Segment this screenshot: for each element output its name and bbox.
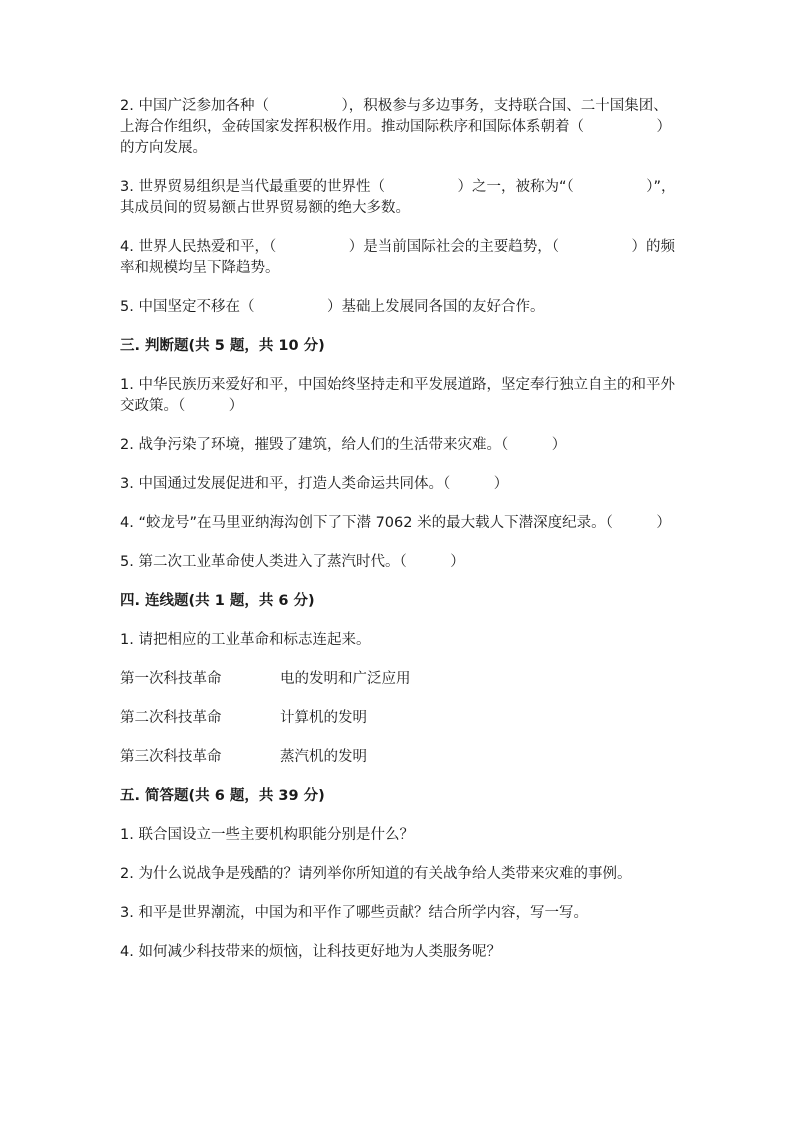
- matching-left-item: 第三次科技革命: [120, 749, 222, 765]
- fill-blank-question-4: 4. 世界人民热爱和平，（ ）是当前国际社会的主要趋势，（ ）的频率和规模均呈下降趋势。: [120, 239, 675, 276]
- matching-right-item: 蒸汽机的发明: [280, 749, 367, 765]
- true-false-question-5: 5. 第二次工业革命使人类进入了蒸汽时代。（ ）: [120, 554, 465, 570]
- matching-left-item: 第一次科技革命: [120, 671, 222, 687]
- matching-row: [120, 669, 680, 690]
- matching-question: 1. 请把相应的工业革命和标志连起来。: [120, 632, 371, 648]
- section-heading-matching: 四. 连线题(共 1 题，共 6 分): [120, 593, 315, 609]
- exam-page: [120, 96, 680, 981]
- matching-row: [120, 708, 680, 729]
- fill-blank-question-5: 5. 中国坚定不移在（ ）基础上发展同各国的友好合作。: [120, 299, 545, 315]
- section-heading-true-false: 三. 判断题(共 5 题，共 10 分): [120, 338, 325, 354]
- true-false-question-1: 1. 中华民族历来爱好和平，中国始终坚持走和平发展道路，坚定奉行独立自主的和平外交政策。（ ）: [120, 377, 675, 414]
- matching-left-item: 第二次科技革命: [120, 710, 222, 726]
- short-answer-question-3: 3. 和平是世界潮流，中国为和平作了哪些贡献？结合所学内容，写一写。: [120, 905, 588, 921]
- fill-blank-question-3: 3. 世界贸易组织是当代最重要的世界性（ ）之一，被称为“（ ）”，其成员间的贸易额占世界贸易额的绝大多数。: [120, 179, 676, 216]
- short-answer-question-1: 1. 联合国设立一些主要机构职能分别是什么？: [120, 827, 414, 843]
- matching-row: [120, 747, 680, 768]
- fill-blank-question-2: 2. 中国广泛参加各种（ ），积极参与多边事务，支持联合国、二十国集团、上海合作组织，金砖国家发挥积极作用。推动国际秩序和国际体系朝着（ ）的方向发展。: [120, 98, 671, 156]
- true-false-question-4: 4. “蛟龙号”在马里亚纳海沟创下了下潜 7062 米的最大载人下潜深度纪录。（ ）: [120, 515, 671, 531]
- matching-right-item: 计算机的发明: [280, 710, 367, 726]
- short-answer-question-4: 4. 如何减少科技带来的烦恼，让科技更好地为人类服务呢？: [120, 944, 501, 960]
- true-false-question-2: 2. 战争污染了环境，摧毁了建筑，给人们的生活带来灾难。（ ）: [120, 437, 567, 453]
- section-heading-short-answer: 五. 简答题(共 6 题，共 39 分): [120, 788, 325, 804]
- short-answer-question-2: 2. 为什么说战争是残酷的？请列举你所知道的有关战争给人类带来灾难的事例。: [120, 866, 632, 882]
- matching-right-item: 电的发明和广泛应用: [280, 671, 411, 687]
- true-false-question-3: 3. 中国通过发展促进和平，打造人类命运共同体。（ ）: [120, 476, 509, 492]
